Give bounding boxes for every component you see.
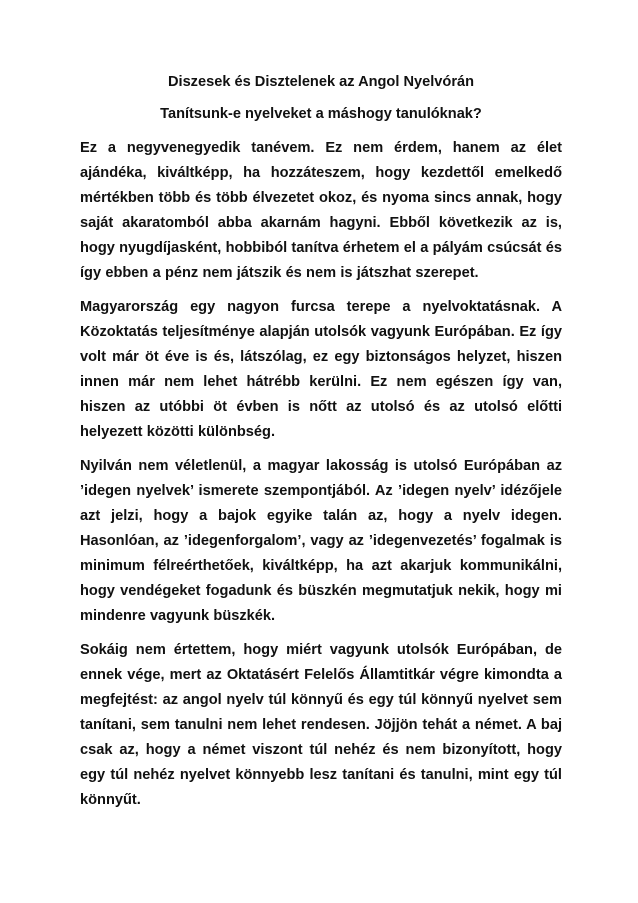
paragraph: Nyilván nem véletlenül, a magyar lakosság is utolsó Európában az ’idegen nyelvek’ ismerete szempontjából. Az ’idegen nyelv’ idézőjele azt jelzi, hogy a bajok egyike talán az, hogy a nyelv idegen. Hasonlóan, az ’idegenforgalom’, vagy az ’idegenvezetés’ fogalmak is minimum félreérthetőek, kiváltképp, ha azt akarjuk kommunikálni, hogy vendégeket fogadunk és büszkén megmutatjuk nekik, hogy mi mindenre vagyunk büszkék.	[80, 458, 562, 624]
paragraph: Ez a negyvenegyedik tanévem. Ez nem érdem, hanem az élet ajándéka, kiváltképp, ha hozzáteszem, hogy kezdettől emelkedő mértékben több és több élvezetet okoz, és nyoma sincs annak, hogy saját akaratomból abba akarnám hagyni. Ebből következik az is, hogy nyugdíjasként, hobbiból tanítva érhetem el a pályám csúcsát és így ebben a pénz nem játszik és nem is játszhat szerepet.	[80, 140, 562, 281]
document-title: Diszesek és Disztelenek az Angol Nyelvórán	[167, 74, 475, 90]
document-subtitle: Tanítsunk-e nyelveket a máshogy tanulóknak?	[160, 106, 482, 122]
paragraph: Sokáig nem értettem, hogy miért vagyunk utolsók Európában, de ennek vége, mert az Oktatásért Felelős Államtitkár végre kimondta a megfejtést: az angol nyelv túl könnyű és egy túl könnyű nyelvet sem tanítani, sem tanulni nem lehet rendesen. Jöjjön tehát a német. A baj csak az, hogy a német viszont túl nehéz és nem bizonyított, hogy egy túl nehéz nyelvet könnyebb lesz tanítani és tanulni, mint egy túl könnyűt.	[80, 642, 562, 808]
paragraph: Magyarország egy nagyon furcsa terepe a nyelvoktatásnak. A Közoktatás teljesítménye alapján utolsók vagyunk Európában. Ez így volt már öt éve is és, látszólag, ez egy biztonságos helyzet, hiszen innen már nem lehet hátrébb kerülni. Ez nem egészen így van, hiszen az utóbbi öt évben is nőtt az utolsó és az utolsó előtti helyezett közötti különbség.	[80, 299, 562, 440]
